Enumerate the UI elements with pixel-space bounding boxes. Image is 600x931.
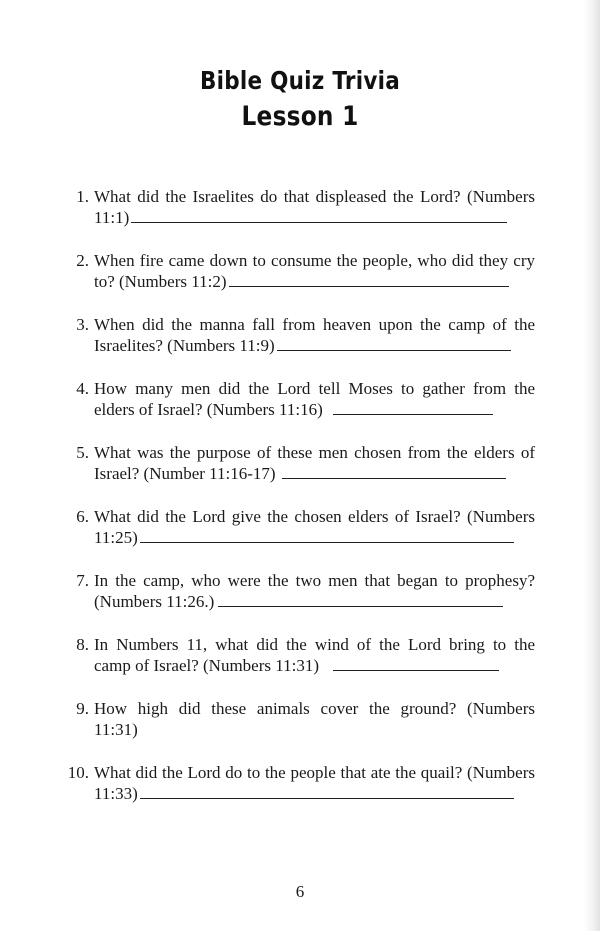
answer-blank[interactable] [282,463,506,479]
question-text-line1: What did the Israelites do that displeased the Lord? (Numbers [94,187,535,206]
question-text-line1: What did the Lord do to the people that ate the quail? (Numbers [94,763,535,782]
question-number: 2. [76,251,89,270]
question-4 [76,378,535,420]
question-2 [76,250,535,292]
question-text-line2: camp of Israel? (Numbers 11:31) [94,656,320,675]
question-text-line1: How many men did the Lord tell Moses to gather from the [94,379,535,398]
question-text-line1: When fire came down to consume the people, who did they cry [94,251,535,270]
answer-blank[interactable] [333,655,499,671]
lesson-title: Lesson 1 [241,101,359,132]
answer-blank[interactable] [140,783,514,799]
page-number: 6 [295,882,305,901]
question-text-line1: What did the Lord give the chosen elders of Israel? (Numbers [94,507,535,526]
answer-blank[interactable] [218,591,503,607]
question-number: 7. [76,571,89,590]
answer-blank[interactable] [277,335,511,351]
question-text-line1: How high did these animals cover the ground? (Numbers [94,699,535,718]
question-number: 6. [76,507,89,526]
page-edge-shadow [584,0,600,931]
question-text-line1: When did the manna fall from heaven upon the camp of the [94,315,535,334]
question-text-line2: elders of Israel? (Numbers 11:16) [94,400,323,419]
question-3 [76,314,535,356]
question-text-line1: In the camp, who were the two men that began to prophesy? [94,571,535,590]
question-text-line2: 11:33) [94,784,138,803]
question-text-line2: 11:1) [94,208,130,227]
question-number: 3. [76,315,89,334]
question-text-line2: Israel? (Number 11:16-17) [94,464,276,483]
question-number: 8. [76,635,89,654]
question-7 [76,570,535,612]
question-text-line2: Israelites? (Numbers 11:9) [94,336,275,355]
question-number: 10. [67,763,89,782]
question-text-line2: (Numbers 11:26.) [94,592,215,611]
question-text-line1: What was the purpose of these men chosen from the elders of [94,443,535,462]
page-title: Bible Quiz Trivia [199,66,401,95]
question-9 [76,698,535,740]
question-5 [76,442,535,484]
answer-blank[interactable] [131,207,507,223]
question-number: 4. [76,379,89,398]
question-text-line1: In Numbers 11, what did the wind of the Lord bring to the [94,635,535,654]
answer-blank[interactable] [140,527,514,543]
question-number: 9. [76,699,89,718]
question-8 [76,634,535,676]
question-number: 1. [76,187,89,206]
question-number: 5. [76,443,89,462]
question-6 [76,506,535,548]
question-1 [76,186,535,228]
question-10 [67,762,535,804]
question-text-line2: to? (Numbers 11:2) [94,272,227,291]
question-text-line2: 11:31) [94,720,138,739]
question-text-line2: 11:25) [94,528,138,547]
answer-blank[interactable] [333,399,493,415]
answer-blank[interactable] [229,271,509,287]
